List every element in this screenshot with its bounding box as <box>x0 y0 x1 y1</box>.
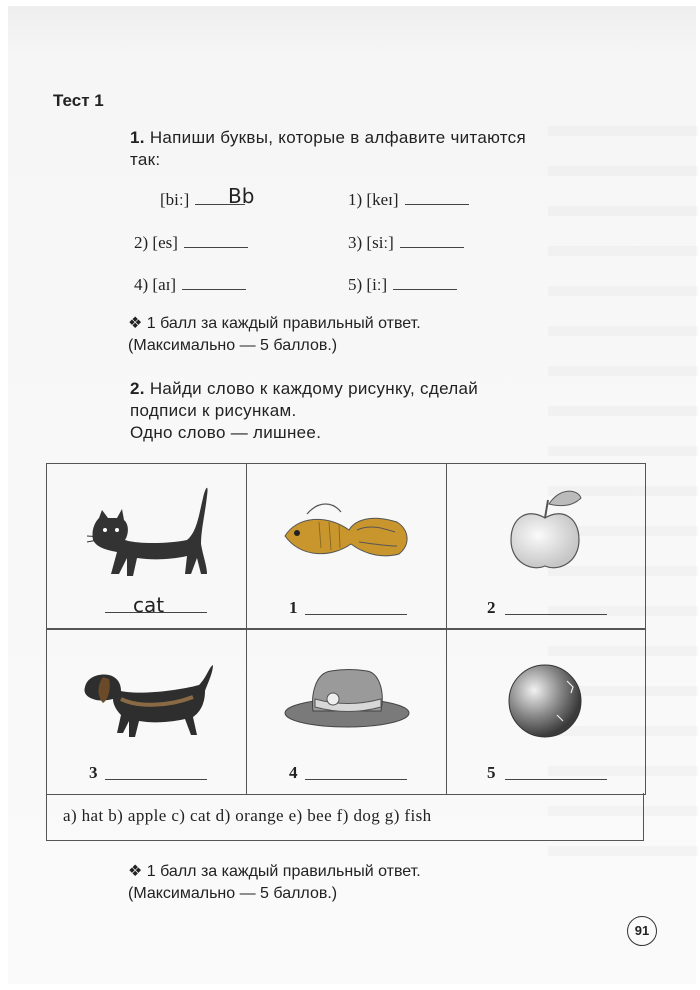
task1-item-label: 5) [iː] <box>348 275 388 294</box>
dog-icon <box>47 629 247 769</box>
answer-line[interactable] <box>105 779 207 780</box>
hat-icon <box>247 629 447 769</box>
fish-icon <box>247 464 447 604</box>
task1-score-line2: (Максимально — 5 баллов.) <box>128 337 338 354</box>
picture-cell-ball <box>447 629 645 794</box>
word-options: a) hat b) apple c) cat d) orange e) bee f) dog g) fish <box>63 806 432 825</box>
apple-icon <box>447 464 645 604</box>
task1-prompt-line1 <box>130 127 526 149</box>
picture-cell-hat <box>247 629 447 794</box>
task2-score-line2: (Максимально — 5 баллов.) <box>128 885 338 902</box>
picture-cell-apple <box>447 464 645 629</box>
picture-cell-dog <box>47 629 247 794</box>
picture-label: 3 <box>89 763 98 782</box>
ball-icon <box>447 629 645 769</box>
task1-item-1 <box>348 190 469 210</box>
word-options-box <box>46 793 644 841</box>
task1-item-5 <box>348 275 457 295</box>
picture-label: 5 <box>487 763 496 782</box>
picture-label: 1 <box>289 598 298 617</box>
task1-item-4 <box>134 275 246 295</box>
task1-text-line2: так: <box>130 150 161 169</box>
task1-text-line1: Напиши буквы, которые в алфавите читаются <box>149 128 526 147</box>
answer-line[interactable] <box>305 779 407 780</box>
task1-score-line1: ❖ 1 балл за каждый правильный ответ. <box>128 315 421 332</box>
task1-item-label: 2) [es] <box>134 233 178 252</box>
answer-line[interactable] <box>505 614 607 615</box>
task1-item-label: 4) [aɪ] <box>134 275 177 294</box>
test-title: Тест 1 <box>53 91 104 110</box>
task1-item-2 <box>134 233 248 253</box>
task1-item-label: [biː] <box>160 190 190 209</box>
answer-line[interactable] <box>393 275 457 290</box>
task2-text-line1: Найди слово к каждому рисунку, сделай <box>149 379 479 398</box>
answer-line[interactable] <box>182 275 246 290</box>
task2-prompt-line1 <box>130 378 478 400</box>
handwritten-answer: Bb <box>228 184 255 208</box>
answer-line[interactable] <box>305 614 407 615</box>
task1-item-label: 3) [siː] <box>348 233 394 252</box>
answer-line[interactable] <box>400 233 464 248</box>
task2-text-line2: подписи к рисункам. <box>130 401 297 420</box>
answer-line[interactable] <box>405 190 469 205</box>
picture-label: 2 <box>487 598 496 617</box>
task1-number: 1. <box>130 128 145 147</box>
cat-icon <box>47 464 247 604</box>
picture-label: 4 <box>289 763 298 782</box>
task2-text-line3: Одно слово — лишнее. <box>130 423 322 442</box>
handwritten-answer: cat <box>133 593 165 617</box>
picture-cell-fish <box>247 464 447 629</box>
picture-cell-cat <box>47 464 247 629</box>
task1-item-3 <box>348 233 464 253</box>
page-number: 91 <box>627 916 657 946</box>
grid-divider <box>47 629 645 630</box>
task1-item-label: 1) [keɪ] <box>348 190 399 209</box>
task2-score-line1: ❖ 1 балл за каждый правильный ответ. <box>128 863 421 880</box>
picture-grid <box>46 463 646 795</box>
answer-line[interactable] <box>184 233 248 248</box>
answer-line[interactable] <box>505 779 607 780</box>
task2-number: 2. <box>130 379 145 398</box>
